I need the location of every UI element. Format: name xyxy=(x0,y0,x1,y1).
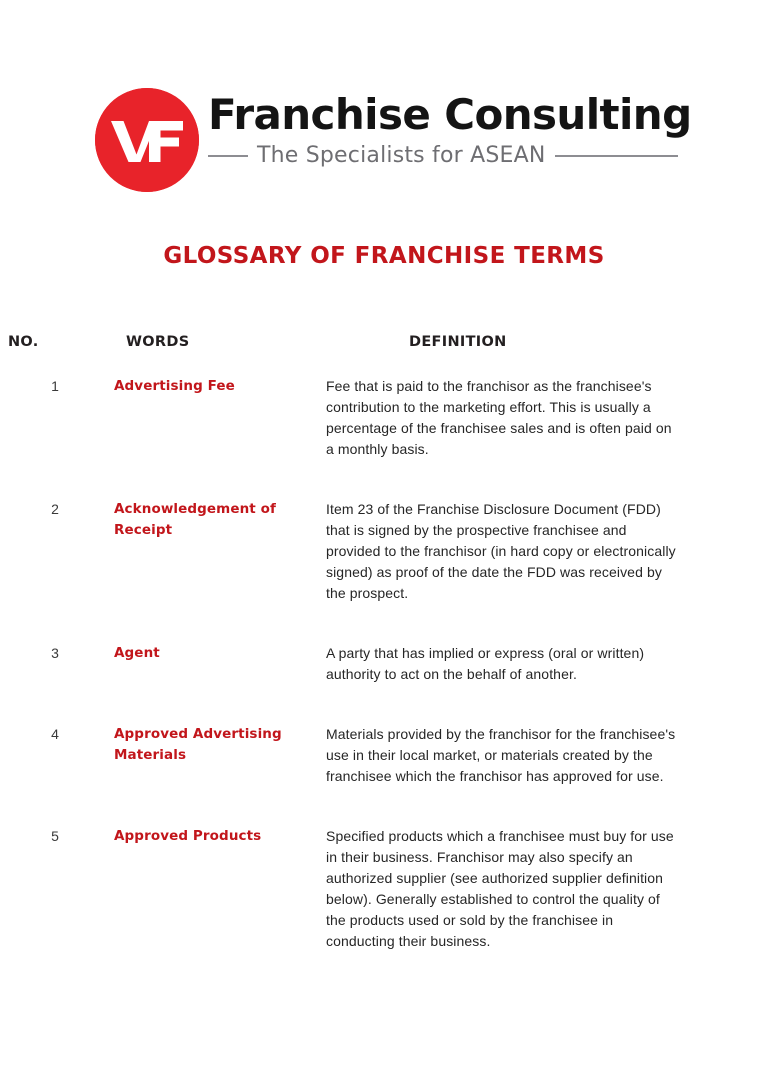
table-row xyxy=(0,499,768,625)
brand-name: Franchise Consulting xyxy=(208,90,692,139)
table-row xyxy=(0,643,768,706)
table-row xyxy=(0,376,768,481)
tagline-row xyxy=(208,143,678,168)
column-header-words: WORDS xyxy=(126,334,190,350)
page-title: GLOSSARY OF FRANCHISE TERMS xyxy=(163,243,605,269)
entry-number: 4 xyxy=(51,726,59,742)
entry-number: 1 xyxy=(51,378,59,394)
entry-definition: Specified products which a franchisee must buy for use in their business. Franchisor may also specify an authorized supplier (see authorized supplier definition below). Generally established to control the quality of the products used or sold by the franchisee in conducting their business. xyxy=(326,828,674,949)
entry-number: 2 xyxy=(51,501,59,517)
letterhead xyxy=(0,78,768,198)
table-row xyxy=(0,826,768,973)
entry-term: Agent xyxy=(114,645,160,661)
entry-term: Advertising Fee xyxy=(114,378,235,394)
entry-number: 3 xyxy=(51,645,59,661)
brand-tagline: The Specialists for ASEAN xyxy=(257,143,546,168)
brand-block xyxy=(208,78,692,168)
glossary-table xyxy=(0,334,768,991)
entry-definition: A party that has implied or express (oral or written) authority to act on the behalf of another. xyxy=(326,645,645,682)
table-row xyxy=(0,724,768,808)
entry-definition: Item 23 of the Franchise Disclosure Document (FDD) that is signed by the prospective franchisee and provided to the franchisor (in hard copy or electronically signed) as proof of the date the FDD was received by the prospect. xyxy=(326,501,676,601)
entry-term: Approved Products xyxy=(114,828,262,844)
entry-definition: Materials provided by the franchisor for the franchisee's use in their local market, or materials created by the franchisee which the franchisor has approved for use. xyxy=(326,726,676,784)
tagline-rule-left xyxy=(208,155,248,157)
table-header-row xyxy=(0,334,768,350)
vf-logo-icon xyxy=(95,88,199,192)
entry-number: 5 xyxy=(51,828,59,844)
entry-definition: Fee that is paid to the franchisor as the franchisee's contribution to the marketing effort. This is usually a percentage of the franchisee sales and is often paid on a monthly basis. xyxy=(326,378,672,457)
entry-term: Acknowledgement of Receipt xyxy=(114,501,276,538)
entry-term: Approved Advertising Materials xyxy=(114,726,282,763)
tagline-rule-right xyxy=(555,155,679,157)
column-header-definition: DEFINITION xyxy=(409,334,507,350)
column-header-no: NO. xyxy=(8,334,39,350)
